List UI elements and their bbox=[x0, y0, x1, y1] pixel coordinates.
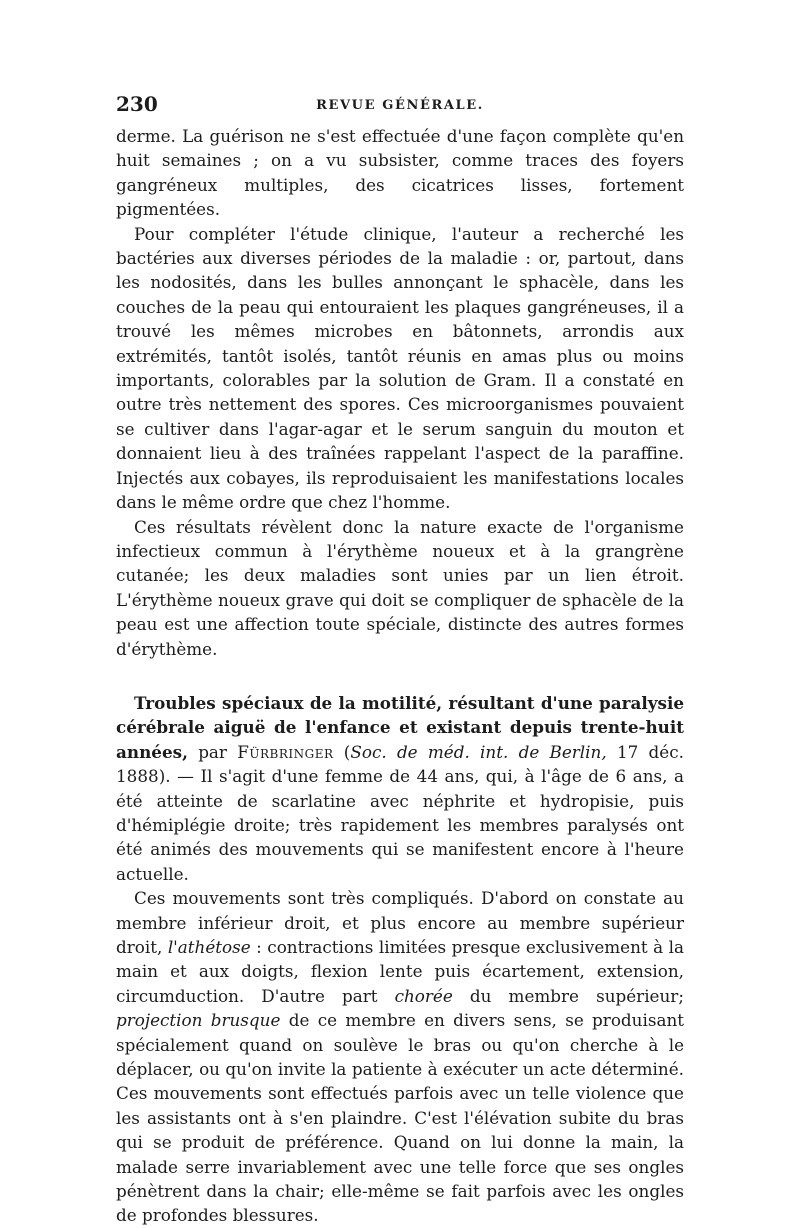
citation-journal: Soc. de méd. int. de Berlin, bbox=[350, 741, 607, 762]
running-title: REVUE GÉNÉRALE. bbox=[316, 98, 484, 113]
page-number: 230 bbox=[116, 92, 158, 116]
movements-text-a: Ces mouvements sont très compliqués. D'abord on constate au membre inférieur droit, et plus encore au membre supérieur droit, bbox=[116, 888, 684, 957]
term-choree: chorée bbox=[394, 985, 453, 1006]
article-title: Troubles spéciaux de la motilité, résultant d'une paralysie cérébrale aiguë de l'enfance et existant depuis trente-huit années, bbox=[116, 692, 684, 762]
paragraph-conclusion: Ces résultats révèlent donc la nature exacte de l'organisme infectieux commun à l'érythème noueux et à la grangrène cutanée; les deux maladies sont unies par un lien étroit. L'érythème noueux grave qui doit se compliquer de sphacèle de la peau est une affection toute spéciale, distincte des autres formes d'érythème. bbox=[116, 516, 684, 659]
term-projection: projection brusque bbox=[116, 1010, 281, 1031]
paragraph-continuation: derme. La guérison ne s'est effectuée d'une façon complète qu'en huit semaines ; on a vu subsister, comme traces des foyers gangréneux multiples, des cicatrices lisses, fortement pigmentées. bbox=[116, 126, 684, 220]
article-by: par bbox=[198, 741, 227, 762]
movements-text-d: de ce membre en divers sens, se produisant spécialement quand on soulève le bras ou qu'on cherche à le déplacer, ou qu'on invite la patiente à exécuter un acte déterminé. Ces mouvements sont effectués parfois avec un telle violence que les assistants ont à s'en plaindre. C'est l'élévation subite du bras qui se produit de préférence. Quand on lui donne la main, la malade serre invariablement avec une telle force que ses ongles pénètrent dans la chair; elle-même se fait parfois avec les ongles de profondes blessures. bbox=[116, 1010, 685, 1226]
movements-text-b: : contractions limitées presque exclusivement à la main et aux doigts, flexion lente puis écartement, extension, circumduction. D'autre part bbox=[116, 937, 684, 1006]
article-lead-text: — Il s'agit d'une femme de 44 ans, qui, à l'âge de 6 ans, a été atteinte de scarlatine avec néphrite et hydropisie, puis d'hémiplégie droite; très rapidement les membres paralysés ont été animés des mouvements qui se manifestent encore à l'heure actuelle. bbox=[116, 766, 684, 884]
article-author: Fürbringer bbox=[237, 741, 334, 762]
citation-close: ). bbox=[158, 766, 171, 787]
article-paragraph bbox=[116, 691, 684, 886]
movements-text-c: du membre supérieur; bbox=[469, 985, 684, 1006]
page-header bbox=[116, 92, 684, 120]
citation-date: 17 déc. 1888 bbox=[116, 741, 684, 787]
section-gap bbox=[116, 661, 684, 691]
paragraph-movements bbox=[116, 886, 684, 1228]
paragraph-bacteria: Pour compléter l'étude clinique, l'auteur a recherché les bactéries aux diverses périodes de la maladie : or, partout, dans les nodosités, dans les bulles annonçant le sphacèle, dans les couches de la peau qui entouraient les plaques gangréneuses, il a trouvé les mêmes microbes en bâtonnets, arrondis aux extrémités, tantôt isolés, tantôt réunis en amas plus ou moins importants, colorables par la solution de Gram. Il a constaté en outre très nettement des spores. Ces microorganismes pouvaient se cultiver dans l'agar-agar et le serum sanguin du mouton et donnaient lieu à des traînées rappelant l'aspect de la paraffine. Injectés aux cobayes, ils reproduisaient les manifestations locales dans le même ordre que chez l'homme. bbox=[116, 223, 684, 513]
citation-open: ( bbox=[343, 741, 351, 762]
page-body bbox=[116, 124, 684, 1228]
term-athetose: l'athétose bbox=[167, 937, 251, 957]
